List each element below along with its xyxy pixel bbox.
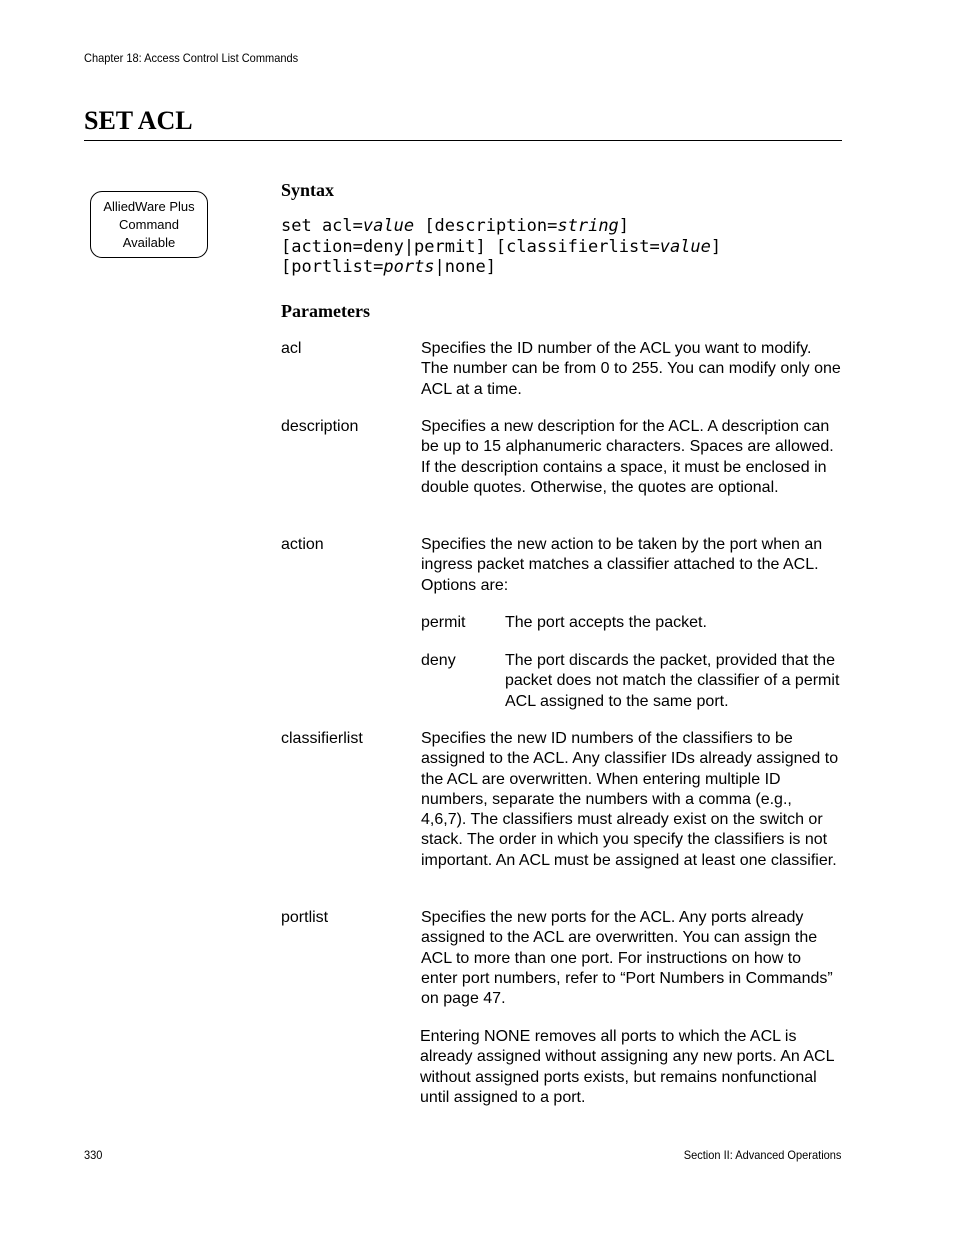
page-title: SET ACL	[84, 106, 193, 135]
syntax-variable: value	[659, 236, 711, 257]
option-desc-deny: The port discards the packet, provided that the packet does not match the classifier of a permit ACL assigned to the same port.	[505, 652, 840, 710]
param-name-portlist: portlist	[281, 909, 329, 926]
badge-line: Command	[119, 217, 179, 232]
option-name-permit: permit	[421, 614, 466, 631]
option-name-deny: deny	[421, 652, 456, 669]
page-number: 330	[84, 1148, 103, 1162]
param-name-classifierlist: classifierlist	[281, 730, 363, 747]
syntax-heading: Syntax	[281, 180, 335, 200]
syntax-text: [portlist=	[281, 257, 384, 277]
syntax-variable: value	[362, 216, 415, 236]
syntax-text: |none]	[434, 257, 496, 277]
syntax-text: set acl=	[281, 216, 363, 236]
syntax-text: ]	[710, 236, 722, 257]
param-desc-description: Specifies a new description for the ACL. A description can be up to 15 alphanumeric characters. Spaces are allowed. If the description contains a space, it must be enclosed in double quotes. Otherwise, the quotes are optional.	[421, 418, 834, 496]
syntax-variable: ports	[383, 257, 435, 277]
syntax-text: [description=	[414, 216, 558, 236]
portlist-note: Entering NONE removes all ports to which the ACL is already assigned without assigning any new ports. An ACL without assigned ports exists, but remains nonfunctional until assigned to a port.	[420, 1028, 834, 1106]
param-desc-acl: Specifies the ID number of the ACL you want to modify. The number can be from 0 to 255. You can modify only one ACL at a time.	[421, 340, 841, 398]
footer-section: Section II: Advanced Operations	[683, 1148, 841, 1162]
param-name-action: action	[281, 536, 324, 553]
option-desc-permit: The port accepts the packet.	[505, 614, 707, 631]
param-desc-portlist: Specifies the new ports for the ACL. Any ports already assigned to the ACL are overwritten. You can assign the ACL to more than one port. For instructions on how to enter port numbers, refer to “Port Numbers in Commands” on page 47.	[421, 909, 833, 1008]
param-desc-action: Specifies the new action to be taken by the port when an ingress packet matches a classifier attached to the ACL. Options are:	[421, 536, 823, 594]
param-name-acl: acl	[281, 340, 302, 357]
badge-line: Available	[122, 235, 176, 250]
title-divider	[84, 140, 842, 141]
param-name-description: description	[281, 418, 359, 435]
alliedware-plus-badge	[90, 191, 208, 258]
syntax-text: ]	[618, 216, 630, 236]
syntax-block	[281, 216, 721, 278]
param-desc-classifierlist: Specifies the new ID numbers of the classifiers to be assigned to the ACL. Any classifier IDs already assigned to the ACL are overwritten. When entering multiple ID numbers, separate the numbers with a comma (e.g., 4,6,7). The classifiers must already exist on the switch or stack. The order in which you specify the classifiers is not important. An ACL must be assigned at least one classifier.	[421, 730, 839, 869]
badge-line: AlliedWare Plus	[103, 199, 195, 214]
syntax-variable: string	[557, 216, 619, 236]
syntax-text: [action=deny|permit] [classifierlist=	[281, 236, 660, 257]
parameters-heading: Parameters	[281, 301, 370, 321]
page-header-chapter: Chapter 18: Access Control List Commands	[84, 51, 299, 65]
